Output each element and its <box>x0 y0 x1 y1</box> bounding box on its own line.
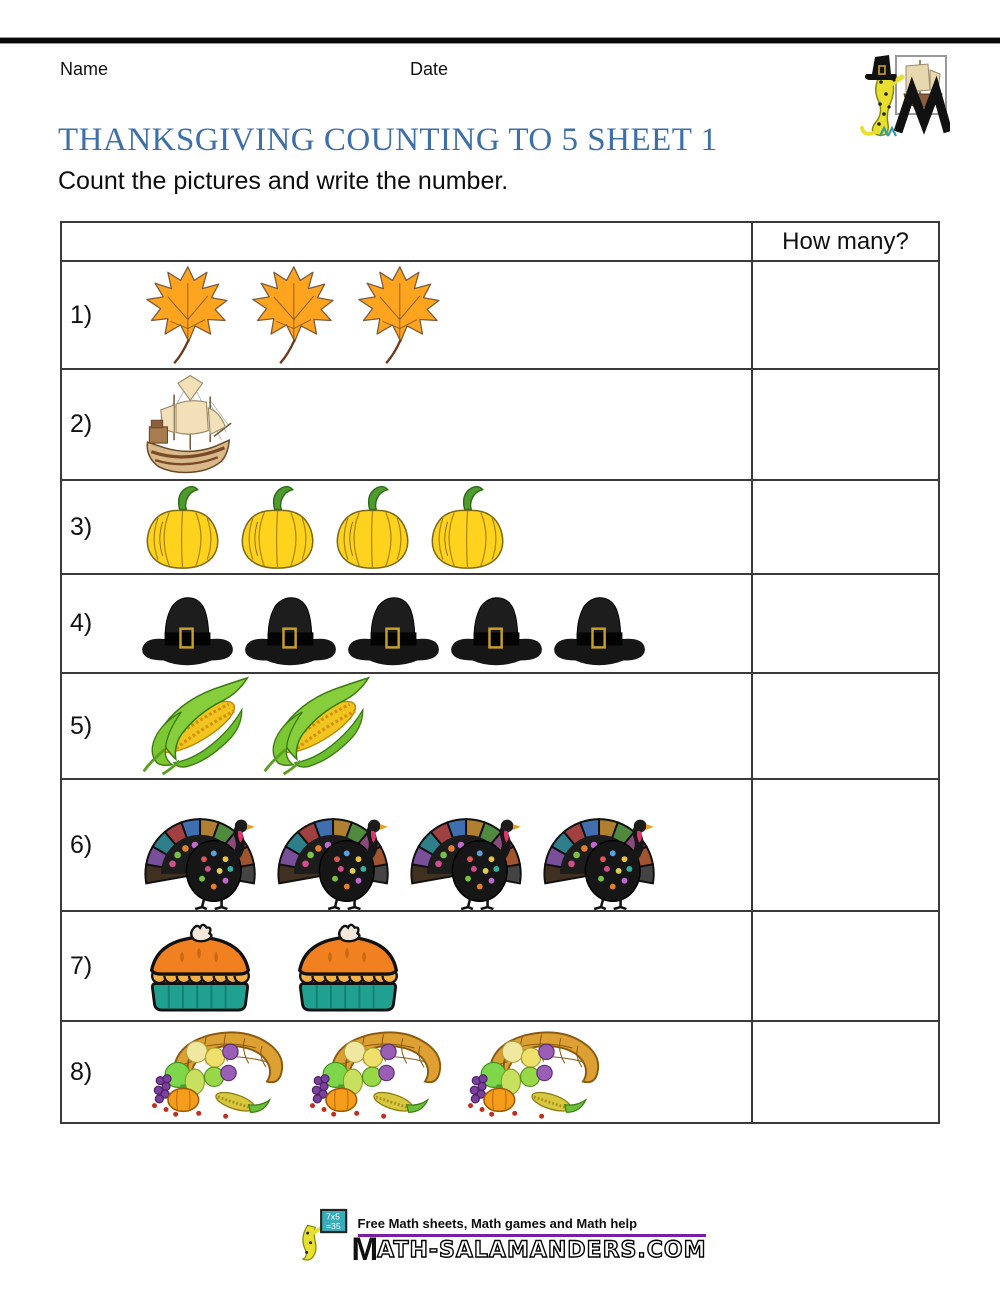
turkey-image <box>404 781 534 910</box>
table-row <box>62 479 938 573</box>
pumpkin-image <box>328 484 418 571</box>
maple-leaf-image <box>350 265 446 365</box>
turkey-image <box>138 781 268 910</box>
how-many-answer-cell[interactable] <box>751 1022 938 1122</box>
turkey-image <box>271 781 401 910</box>
pilgrim-hat-image <box>241 595 340 668</box>
footer <box>0 1208 1000 1268</box>
wordmark-m: M <box>351 1231 379 1268</box>
how-many-answer-cell[interactable] <box>751 575 938 672</box>
how-many-answer-cell[interactable] <box>751 262 938 368</box>
board-equation-line1: 7x5 <box>325 1211 340 1222</box>
row-number-label: 1) <box>70 300 93 329</box>
row-number-label: 3) <box>70 512 93 541</box>
row-number-label: 6) <box>70 830 93 859</box>
row-pictures <box>112 481 751 573</box>
footer-salamander-logo-icon <box>294 1208 356 1262</box>
header-spacer <box>62 223 751 260</box>
pilgrim-hat-image <box>447 595 546 668</box>
table-row <box>62 573 938 672</box>
footer-tagline: Free Math sheets, Math games and Math help <box>358 1216 707 1237</box>
pumpkin-image <box>233 484 323 571</box>
table-header-row <box>62 223 938 260</box>
table-row <box>62 672 938 778</box>
row-pictures <box>112 674 751 778</box>
pilgrim-hat-image <box>344 595 443 668</box>
name-label: Name <box>60 59 109 79</box>
how-many-header: How many? <box>751 223 938 260</box>
cornucopia-image <box>296 1023 452 1121</box>
table-row <box>62 1020 938 1122</box>
table-row <box>62 368 938 479</box>
table-rows <box>62 260 938 1122</box>
row-pictures <box>112 370 751 479</box>
page-title: THANKSGIVING COUNTING TO 5 SHEET 1 <box>58 122 718 158</box>
pie-image <box>286 921 410 1011</box>
how-many-answer-cell[interactable] <box>751 912 938 1020</box>
turkey-image <box>537 781 667 910</box>
table-row <box>62 778 938 910</box>
counting-table <box>60 221 940 1124</box>
site-wordmark <box>351 1231 707 1268</box>
maple-leaf-image <box>244 265 340 365</box>
how-many-answer-cell[interactable] <box>751 370 938 479</box>
top-divider <box>0 37 1000 44</box>
row-pictures <box>112 780 751 910</box>
how-many-answer-cell[interactable] <box>751 481 938 573</box>
board-equation-line2: =35 <box>325 1221 341 1232</box>
table-row <box>62 260 938 368</box>
corn-image <box>259 676 376 776</box>
date-label: Date <box>410 59 449 79</box>
pilgrim-hat-image <box>550 595 649 668</box>
pie-image <box>138 921 262 1011</box>
pumpkin-image <box>138 484 228 571</box>
pumpkin-image <box>423 484 513 571</box>
row-pictures <box>112 912 751 1020</box>
row-number-label: 7) <box>70 951 93 980</box>
row-number-label: 4) <box>70 609 93 637</box>
instruction-text: Count the pictures and write the number. <box>58 167 509 195</box>
corn-image <box>138 676 255 776</box>
cornucopia-image <box>138 1023 294 1121</box>
cornucopia-image <box>454 1023 610 1121</box>
row-pictures <box>112 575 751 672</box>
how-many-answer-cell[interactable] <box>751 674 938 778</box>
maple-leaf-image <box>138 265 234 365</box>
row-number-label: 2) <box>70 410 93 438</box>
row-number-label: 8) <box>70 1057 93 1086</box>
mayflower-ship-image <box>138 373 233 477</box>
wordmark-rest: ATH-SALAMANDERS.COM <box>377 1238 707 1264</box>
math-salamanders-logo-icon <box>856 52 950 138</box>
how-many-answer-cell[interactable] <box>751 780 938 910</box>
row-number-label: 5) <box>70 711 93 740</box>
row-pictures <box>112 1022 751 1122</box>
row-pictures <box>112 262 751 368</box>
pilgrim-hat-image <box>138 595 237 668</box>
table-row <box>62 910 938 1020</box>
